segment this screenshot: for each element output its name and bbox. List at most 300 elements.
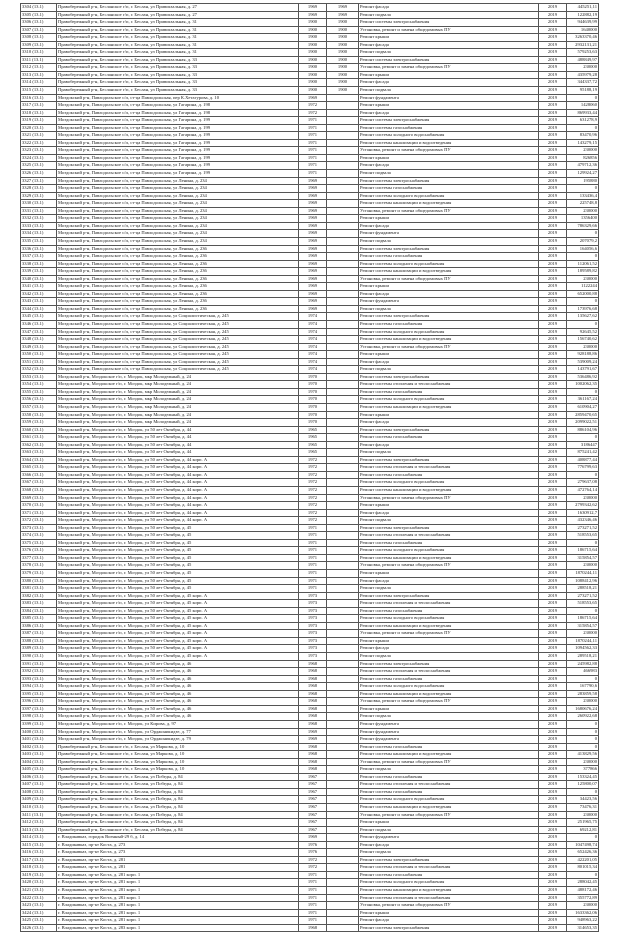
address-cell: Моздокский р-н, Моздокское г/п, г. Моздок, ул 50 лет Октября, д. 44 корп. А [57, 502, 299, 510]
table-row [21, 366, 599, 374]
build-year-cell: 1973 [299, 630, 327, 638]
build-year-cell: 1968 [299, 758, 327, 766]
build-year-cell: 1968 [299, 924, 327, 932]
plan-year-cell: 2019 [539, 41, 567, 49]
address-cell: Моздокский р-н, Моздокское г/п, г. Моздок, ул 50 лет Октября, д. 45 корп. А [57, 622, 299, 630]
plan-year-cell: 2019 [539, 630, 567, 638]
commission-year-cell [327, 788, 359, 796]
build-year-cell: 1972 [299, 479, 327, 487]
build-year-cell: 1969 [299, 185, 327, 193]
build-year-cell: 1968 [299, 766, 327, 774]
commission-year-cell [327, 419, 359, 427]
address-cell: Моздокский р-н, Павлодольское с/п, ст-ца Павлодольская, ул Гагарина, д. 199 [57, 154, 299, 162]
build-year-cell: 1971 [299, 577, 327, 585]
build-year-cell: 1972 [299, 494, 327, 502]
address-cell: Моздокский р-н, Моздокское г/п, г. Моздок, ул 50 лет Октября, д. 45 [57, 539, 299, 547]
work-type-cell: Ремонт фундамента [359, 720, 539, 728]
table-row [21, 388, 599, 396]
table-row [21, 434, 599, 442]
work-type-cell: Ремонт крыши [359, 102, 539, 110]
build-year-cell: 1974 [299, 313, 327, 321]
plan-year-cell: 2019 [539, 411, 567, 419]
build-year-cell: 1973 [299, 592, 327, 600]
table-row [21, 336, 599, 344]
cost-cell: 413829,56 [567, 751, 599, 759]
cost-cell: 260922,68 [567, 713, 599, 721]
work-type-cell: Ремонт системы газоснабжения [359, 788, 539, 796]
cost-cell: 2859470,65 [567, 411, 599, 419]
address-cell: Правобережный р-н, Бесланское г/п, г. Беслан, ул Привокзальная, д. 33 [57, 87, 299, 95]
table-row [21, 449, 599, 457]
table-row [21, 600, 599, 608]
cost-cell: 0 [567, 607, 599, 615]
table-row [21, 675, 599, 683]
build-year-cell: 1969 [299, 283, 327, 291]
address-cell: Моздокский р-н, Моздокское г/п, г. Моздок, ул 50 лет Октября, д. 44 корп. А [57, 464, 299, 472]
commission-year-cell [327, 630, 359, 638]
row-id-cell: 3394 (13.1) [21, 683, 57, 691]
build-year-cell: 1967 [299, 819, 327, 827]
commission-year-cell [327, 826, 359, 834]
work-type-cell: Установка, ремонт и замена общедомовых ПУ [359, 494, 539, 502]
address-cell: г. Владикавказ, пр-кт Коста, д. 281 корп. 1 [57, 886, 299, 894]
work-type-cell: Ремонт системы электроснабжения [359, 19, 539, 27]
table-row [21, 185, 599, 193]
work-type-cell: Ремонт системы газоснабжения [359, 743, 539, 751]
row-id-cell: 3386 (13.1) [21, 622, 57, 630]
commission-year-cell [327, 328, 359, 336]
cost-cell: 445251,11 [567, 4, 599, 12]
work-type-cell: Ремонт системы электроснабжения [359, 313, 539, 321]
row-id-cell: 3337 (13.1) [21, 253, 57, 261]
build-year-cell: 1967 [299, 796, 327, 804]
work-type-cell: Ремонт системы канализации и водоотведения [359, 139, 539, 147]
address-cell: Моздокский р-н, Моздокское г/п, г. Моздок, ул 50 лет Октября, д. 46 [57, 668, 299, 676]
address-cell: Правобережный р-н, Бесланское г/п, г. Беслан, ул Победы, д. 84 [57, 788, 299, 796]
cost-cell: 95188,19 [567, 87, 599, 95]
address-cell: Правобережный р-н, Бесланское г/п, г. Беслан, ул Маркова, д. 10 [57, 758, 299, 766]
build-year-cell: 1973 [299, 615, 327, 623]
work-type-cell: Ремонт фундамента [359, 834, 539, 842]
row-id-cell: 3350 (13.1) [21, 351, 57, 359]
work-type-cell: Ремонт фасада [359, 509, 539, 517]
address-cell: Моздокский р-н, Моздокское г/п, г. Моздок, ул 50 лет Октября, д. 45 корп. А [57, 592, 299, 600]
build-year-cell: 1971 [299, 170, 327, 178]
cost-cell: 432346,46 [567, 517, 599, 525]
build-year-cell: 1971 [299, 562, 327, 570]
table-row [21, 403, 599, 411]
cost-cell: 869933,44 [567, 109, 599, 117]
address-cell: г. Владикавказ, пр-кт Коста, д. 281 корп. 1 [57, 902, 299, 910]
table-row [21, 411, 599, 419]
cost-cell: 0 [567, 388, 599, 396]
work-type-cell: Ремонт системы канализации и водоотведения [359, 690, 539, 698]
work-type-cell: Ремонт фундамента [359, 298, 539, 306]
commission-year-cell [327, 200, 359, 208]
build-year-cell: 1968 [299, 743, 327, 751]
work-type-cell: Ремонт фасада [359, 41, 539, 49]
cost-cell: 1122244 [567, 283, 599, 291]
table-row [21, 698, 599, 706]
address-cell: г. Владикавказ, пр-кт Коста, д. 281 корп. 1 [57, 894, 299, 902]
work-type-cell: Ремонт системы холодного водоснабжения [359, 615, 539, 623]
build-year-cell: 1972 [299, 864, 327, 872]
table-row [21, 622, 599, 630]
plan-year-cell: 2019 [539, 713, 567, 721]
commission-year-cell [327, 811, 359, 819]
table-row [21, 864, 599, 872]
row-id-cell: 3411 (13.1) [21, 811, 57, 819]
work-type-cell: Ремонт фасада [359, 441, 539, 449]
build-year-cell: 1965 [299, 434, 327, 442]
row-id-cell: 3364 (13.1) [21, 456, 57, 464]
row-id-cell: 3372 (13.1) [21, 517, 57, 525]
commission-year-cell [327, 909, 359, 917]
table-row [21, 373, 599, 381]
row-id-cell: 3346 (13.1) [21, 320, 57, 328]
row-id-cell: 3316 (13.1) [21, 94, 57, 102]
address-cell: Моздокский р-н, Моздокское г/п, г. Моздок, ул 50 лет Октября, д. 44 корп. А [57, 487, 299, 495]
row-id-cell: 3374 (13.1) [21, 532, 57, 540]
row-id-cell: 3370 (13.1) [21, 502, 57, 510]
build-year-cell: 1967 [299, 811, 327, 819]
plan-year-cell: 2019 [539, 222, 567, 230]
plan-year-cell: 2019 [539, 79, 567, 87]
work-type-cell: Ремонт системы газоснабжения [359, 539, 539, 547]
address-cell: Моздокский р-н, Моздокское г/п, г. Моздок, ул 50 лет Октября, д. 44 корп. А [57, 471, 299, 479]
table-row [21, 426, 599, 434]
build-year-cell: 1976 [299, 849, 327, 857]
row-id-cell: 3324 (13.1) [21, 154, 57, 162]
build-year-cell: 1969 [299, 94, 327, 102]
cost-cell: 230000 [567, 275, 599, 283]
table-row [21, 268, 599, 276]
table-row [21, 924, 599, 932]
plan-year-cell: 2019 [539, 766, 567, 774]
build-year-cell: 1900 [299, 26, 327, 34]
address-cell: г. Владикавказ, пр-кт Коста, д. 283 корп. 1 [57, 924, 299, 932]
commission-year-cell: 1969 [327, 11, 359, 19]
cost-cell: 289518,21 [567, 653, 599, 661]
row-id-cell: 3349 (13.1) [21, 343, 57, 351]
work-type-cell: Установка, ремонт и замена общедомовых ПУ [359, 147, 539, 155]
plan-year-cell: 2019 [539, 275, 567, 283]
address-cell: Моздокский р-н, Моздокское г/п, г. Моздок, ул 50 лет Октября, д. 46 [57, 713, 299, 721]
commission-year-cell [327, 124, 359, 132]
table-row [21, 796, 599, 804]
build-year-cell: 1900 [299, 34, 327, 42]
row-id-cell: 3360 (13.1) [21, 426, 57, 434]
commission-year-cell [327, 751, 359, 759]
commission-year-cell [327, 170, 359, 178]
row-id-cell: 3304 (13.1) [21, 4, 57, 12]
plan-year-cell: 2019 [539, 290, 567, 298]
cost-cell: 0 [567, 788, 599, 796]
work-type-cell: Ремонт системы электроснабжения [359, 660, 539, 668]
table-row [21, 49, 599, 57]
commission-year-cell [327, 298, 359, 306]
address-cell: Моздокский р-н, Моздокское г/п, г. Моздок, ул 50 лет Октября, д. 45 [57, 570, 299, 578]
work-type-cell: Ремонт системы газоснабжения [359, 388, 539, 396]
cost-cell: 230000 [567, 698, 599, 706]
plan-year-cell: 2019 [539, 185, 567, 193]
cost-cell: 0 [567, 539, 599, 547]
row-id-cell: 3341 (13.1) [21, 283, 57, 291]
cost-cell: 195880 [567, 177, 599, 185]
table-row [21, 788, 599, 796]
cost-cell: 1633362,06 [567, 909, 599, 917]
row-id-cell: 3310 (13.1) [21, 49, 57, 57]
build-year-cell: 1971 [299, 124, 327, 132]
commission-year-cell [327, 434, 359, 442]
cost-cell: 1356400 [567, 215, 599, 223]
build-year-cell: 1974 [299, 366, 327, 374]
build-year-cell: 1971 [299, 570, 327, 578]
work-type-cell: Ремонт системы канализации и водоотведения [359, 200, 539, 208]
address-cell: Моздокский р-н, Моздокское г/п, г. Моздок, ул 50 лет Октября, д. 45 [57, 554, 299, 562]
cost-cell: 1870244,11 [567, 570, 599, 578]
build-year-cell: 1969 [299, 260, 327, 268]
table-row [21, 26, 599, 34]
build-year-cell: 1973 [299, 653, 327, 661]
plan-year-cell: 2019 [539, 592, 567, 600]
address-cell: Моздокский р-н, Павлодольское с/п, ст-ца Павлодольская, ул Социалистическая, д. 245 [57, 336, 299, 344]
plan-year-cell: 2019 [539, 313, 567, 321]
commission-year-cell [327, 449, 359, 457]
address-cell: Моздокский р-н, Павлодольское с/п, ст-ца Павлодольская, ул Гагарина, д. 199 [57, 132, 299, 140]
work-type-cell: Ремонт системы газоснабжения [359, 185, 539, 193]
table-row [21, 298, 599, 306]
commission-year-cell [327, 524, 359, 532]
table-row [21, 192, 599, 200]
work-type-cell: Установка, ремонт и замена общедомовых ПУ [359, 343, 539, 351]
plan-year-cell: 2019 [539, 147, 567, 155]
work-type-cell: Ремонт системы электроснабжения [359, 245, 539, 253]
plan-year-cell: 2019 [539, 471, 567, 479]
address-cell: Моздокский р-н, Моздокское г/п, г. Моздок, мкр Молодежный, д. 24 [57, 419, 299, 427]
build-year-cell: 1969 [299, 245, 327, 253]
plan-year-cell: 2019 [539, 758, 567, 766]
plan-year-cell: 2019 [539, 645, 567, 653]
address-cell: Правобережный р-н, Бесланское г/п, г. Беслан, ул Привокзальная, д. 33 [57, 71, 299, 79]
cost-cell: 143279,15 [567, 139, 599, 147]
plan-year-cell: 2019 [539, 253, 567, 261]
cost-cell: 801015,34 [567, 864, 599, 872]
build-year-cell: 1973 [299, 637, 327, 645]
build-year-cell: 1969 [299, 834, 327, 842]
address-cell: Моздокский р-н, Моздокское г/п, г. Моздок, ул 50 лет Октября, д. 45 [57, 532, 299, 540]
work-type-cell: Ремонт системы газоснабжения [359, 773, 539, 781]
commission-year-cell [327, 260, 359, 268]
address-cell: Моздокский р-н, Моздокское г/п, г. Моздок, ул 50 лет Октября, д. 46 [57, 683, 299, 691]
plan-year-cell: 2019 [539, 622, 567, 630]
cost-cell: 652426,36 [567, 849, 599, 857]
plan-year-cell: 2019 [539, 675, 567, 683]
plan-year-cell: 2019 [539, 87, 567, 95]
work-type-cell: Ремонт подвала [359, 713, 539, 721]
table-row [21, 554, 599, 562]
address-cell: Моздокский р-н, Павлодольское с/п, ст-ца Павлодольская, ул Ленина, д. 236 [57, 260, 299, 268]
plan-year-cell: 2019 [539, 403, 567, 411]
work-type-cell: Установка, ремонт и замена общедомовых ПУ [359, 26, 539, 34]
address-cell: Моздокский р-н, Моздокское г/п, г. Моздок, ул 50 лет Октября, д. 44 [57, 441, 299, 449]
plan-year-cell: 2019 [539, 524, 567, 532]
build-year-cell: 1968 [299, 660, 327, 668]
commission-year-cell [327, 796, 359, 804]
table-row [21, 539, 599, 547]
commission-year-cell [327, 713, 359, 721]
build-year-cell: 1969 [299, 11, 327, 19]
build-year-cell: 1968 [299, 690, 327, 698]
address-cell: Моздокский р-н, Павлодольское с/п, ст-ца Павлодольская, ул Ленина, д. 236 [57, 298, 299, 306]
work-type-cell: Ремонт системы отопления и теплоснабжения [359, 464, 539, 472]
commission-year-cell [327, 728, 359, 736]
cost-cell: 652000,88 [567, 290, 599, 298]
commission-year-cell [327, 358, 359, 366]
cost-cell: 518553,65 [567, 532, 599, 540]
work-type-cell: Ремонт крыши [359, 502, 539, 510]
address-cell: Правобережный р-н, Бесланское г/п, г. Беслан, ул Маркова, д. 10 [57, 743, 299, 751]
commission-year-cell [327, 215, 359, 223]
plan-year-cell: 2019 [539, 803, 567, 811]
table-row [21, 773, 599, 781]
plan-year-cell: 2019 [539, 819, 567, 827]
build-year-cell: 1974 [299, 328, 327, 336]
cost-cell: 129924,27 [567, 170, 599, 178]
address-cell: Моздокский р-н, Павлодольское с/п, ст-ца Павлодольская, ул Социалистическая, д. 245 [57, 351, 299, 359]
build-year-cell: 1971 [299, 524, 327, 532]
cost-cell: 488849,97 [567, 56, 599, 64]
table-row [21, 328, 599, 336]
address-cell: Правобережный р-н, Бесланское г/п, г. Беслан, ул Привокзальная, д. 33 [57, 64, 299, 72]
table-row [21, 11, 599, 19]
work-type-cell: Ремонт крыши [359, 637, 539, 645]
table-row [21, 668, 599, 676]
work-type-cell: Ремонт крыши [359, 705, 539, 713]
plan-year-cell: 2019 [539, 162, 567, 170]
commission-year-cell [327, 283, 359, 291]
row-id-cell: 3373 (13.1) [21, 524, 57, 532]
row-id-cell: 3305 (13.1) [21, 11, 57, 19]
table-row [21, 237, 599, 245]
cost-cell: 207079,2 [567, 237, 599, 245]
plan-year-cell: 2019 [539, 449, 567, 457]
cost-cell: 135627,62 [567, 313, 599, 321]
work-type-cell: Ремонт системы отопления и теплоснабжения [359, 381, 539, 389]
table-row [21, 690, 599, 698]
cost-cell: 786329,66 [567, 222, 599, 230]
commission-year-cell [327, 388, 359, 396]
row-id-cell: 3313 (13.1) [21, 71, 57, 79]
work-type-cell: Ремонт системы канализации и водоотведения [359, 487, 539, 495]
commission-year-cell: 1900 [327, 41, 359, 49]
plan-year-cell: 2019 [539, 170, 567, 178]
work-type-cell: Ремонт системы холодного водоснабжения [359, 479, 539, 487]
row-id-cell: 3343 (13.1) [21, 298, 57, 306]
build-year-cell: 1971 [299, 132, 327, 140]
table-row [21, 728, 599, 736]
build-year-cell: 1972 [299, 109, 327, 117]
work-type-cell: Ремонт фасада [359, 358, 539, 366]
plan-year-cell: 2019 [539, 464, 567, 472]
table-row [21, 811, 599, 819]
table-row [21, 585, 599, 593]
work-type-cell: Ремонт системы холодного водоснабжения [359, 192, 539, 200]
build-year-cell: 1969 [299, 4, 327, 12]
plan-year-cell: 2019 [539, 894, 567, 902]
row-id-cell: 3413 (13.1) [21, 826, 57, 834]
row-id-cell: 3412 (13.1) [21, 819, 57, 827]
plan-year-cell: 2019 [539, 509, 567, 517]
build-year-cell: 1900 [299, 64, 327, 72]
row-id-cell: 3309 (13.1) [21, 41, 57, 49]
work-type-cell: Ремонт подвала [359, 11, 539, 19]
build-year-cell: 1972 [299, 509, 327, 517]
row-id-cell: 3348 (13.1) [21, 336, 57, 344]
row-id-cell: 3426 (13.1) [21, 924, 57, 932]
cost-cell: 230000 [567, 630, 599, 638]
address-cell: Моздокский р-н, Павлодольское с/п, ст-ца Павлодольская, ул Социалистическая, д. 245 [57, 358, 299, 366]
build-year-cell: 1968 [299, 675, 327, 683]
commission-year-cell [327, 373, 359, 381]
commission-year-cell: 1900 [327, 79, 359, 87]
row-id-cell: 3317 (13.1) [21, 102, 57, 110]
table-row [21, 34, 599, 42]
plan-year-cell: 2019 [539, 637, 567, 645]
commission-year-cell [327, 494, 359, 502]
row-id-cell: 3323 (13.1) [21, 147, 57, 155]
address-cell: Моздокский р-н, Павлодольское с/п, ст-ца Павлодольская, ул Ленина, д. 236 [57, 275, 299, 283]
cost-cell: 315854,57 [567, 554, 599, 562]
address-cell: Правобережный р-н, Бесланское г/п, г. Беслан, ул Победы, д. 84 [57, 803, 299, 811]
build-year-cell: 1968 [299, 698, 327, 706]
plan-year-cell: 2019 [539, 788, 567, 796]
cost-cell: 0 [567, 743, 599, 751]
work-type-cell: Ремонт подвала [359, 87, 539, 95]
table-row [21, 87, 599, 95]
plan-year-cell: 2019 [539, 547, 567, 555]
row-id-cell: 3357 (13.1) [21, 403, 57, 411]
commission-year-cell [327, 313, 359, 321]
table-row [21, 117, 599, 125]
cost-cell: 1640000 [567, 26, 599, 34]
build-year-cell: 1969 [299, 298, 327, 306]
commission-year-cell [327, 864, 359, 872]
commission-year-cell [327, 871, 359, 879]
table-row [21, 139, 599, 147]
plan-year-cell: 2019 [539, 502, 567, 510]
row-id-cell: 3319 (13.1) [21, 117, 57, 125]
address-cell: Моздокский р-н, Павлодольское с/п, ст-ца Павлодольская, ул Ленина, д. 234 [57, 177, 299, 185]
table-row [21, 509, 599, 517]
address-cell: Моздокский р-н, Павлодольское с/п, ст-ца Павлодольская, ул Ленина, д. 234 [57, 222, 299, 230]
work-type-cell: Ремонт крыши [359, 819, 539, 827]
row-id-cell: 3376 (13.1) [21, 547, 57, 555]
address-cell: Моздокский р-н, Моздокское г/п, г. Моздок, мкр Молодежный, д. 24 [57, 411, 299, 419]
address-cell: Правобережный р-н, Бесланское г/п, г. Беслан, ул Маркова, д. 10 [57, 766, 299, 774]
build-year-cell: 1969 [299, 215, 327, 223]
build-year-cell: 1969 [299, 207, 327, 215]
work-type-cell: Ремонт фасада [359, 222, 539, 230]
table-row [21, 570, 599, 578]
commission-year-cell [327, 562, 359, 570]
address-cell: Правобережный р-н, Бесланское г/п, г. Беслан, ул Привокзальная, д. 31 [57, 34, 299, 42]
cost-cell: 0 [567, 834, 599, 842]
plan-year-cell: 2019 [539, 366, 567, 374]
plan-year-cell: 2019 [539, 902, 567, 910]
cost-cell: 279637,08 [567, 479, 599, 487]
cost-cell: 314653,35 [567, 924, 599, 932]
